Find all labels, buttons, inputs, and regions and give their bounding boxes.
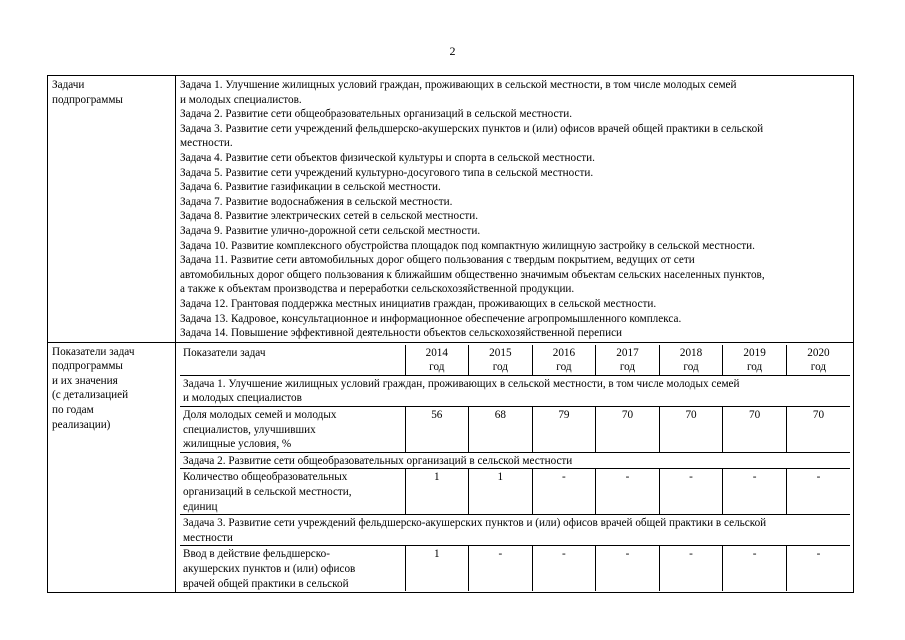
tasks-row [48, 76, 854, 343]
group-task-line: местности [183, 531, 233, 544]
group-task-row [180, 375, 850, 406]
task-10: Задача 10. Развитие комплексного обустройства площадок под компактную жилищную застройку в сельской местности. [180, 239, 755, 252]
tasks-label-line: подпрограммы [52, 93, 123, 106]
year-header-2018 [659, 345, 723, 376]
indicators-header-row [180, 345, 850, 376]
year-header-2019 [723, 345, 787, 376]
task-7: Задача 7. Развитие водоснабжения в сельской местности. [180, 195, 453, 208]
tasks-label-line: Задачи [52, 79, 85, 91]
page-number: 2 [449, 44, 456, 58]
indicator-value: - [786, 546, 850, 591]
indicator-name-line: Количество общеобразовательных [183, 471, 348, 484]
year-suffix: год [619, 361, 636, 374]
indicators-label-line: Показатели задач [52, 345, 135, 358]
year-header-2015 [469, 345, 533, 376]
indicators-header-label: Показатели задач [180, 345, 405, 376]
indicator-value: - [532, 546, 596, 591]
indicator-name-line: врачей общей практики в сельской [183, 577, 349, 590]
task-1-cont: и молодых специалистов. [180, 93, 302, 106]
indicator-value: 1 [405, 469, 469, 515]
task-1: Задача 1. Улучшение жилищных условий граждан, проживающих в сельской местности, в том числе молодых семей [180, 79, 737, 91]
indicator-name-line: организаций в сельской местности, [183, 486, 352, 499]
indicators-row [48, 342, 854, 593]
indicator-value: 1 [469, 469, 533, 515]
year-suffix: год [683, 361, 699, 374]
year-suffix: год [556, 361, 572, 374]
group-task-line: Задача 2. Развитие сети общеобразовательных организаций в сельской местности [183, 454, 573, 467]
indicator-name [180, 546, 405, 591]
year-number: 2019 [743, 346, 766, 359]
group-task-line: и молодых специалистов [183, 392, 302, 405]
task-12: Задача 12. Грантовая поддержка местных инициатив граждан, проживающих в сельской местности. [180, 297, 657, 310]
indicator-name [180, 469, 405, 515]
indicators-table [180, 345, 850, 592]
indicator-value: 70 [786, 407, 850, 453]
indicator-name-line: акушерских пунктов и (или) офисов [183, 563, 356, 575]
task-9: Задача 9. Развитие улично-дорожной сети сельской местности. [180, 224, 481, 237]
indicator-value: 70 [596, 407, 660, 453]
year-number: 2020 [807, 346, 830, 359]
task-3: Задача 3. Развитие сети учреждений фельдшерско-акушерских пунктов и (или) офисов врачей общей практики в сельской [180, 122, 764, 135]
indicator-value: - [659, 546, 723, 591]
indicators-label-line: и их значения [52, 374, 118, 387]
year-suffix: год [746, 361, 763, 374]
indicators-label-line: реализации) [52, 418, 111, 431]
task-13: Задача 13. Кадровое, консультационное и информационное обеспечение агропромышленного комплекса. [180, 312, 682, 325]
indicator-value: - [469, 546, 533, 591]
indicator-value: 1 [405, 546, 469, 591]
indicator-value: - [596, 546, 660, 591]
group-task-line: Задача 3. Развитие сети учреждений фельдшерско-акушерских пунктов и (или) офисов врачей общей практики в сельской [183, 517, 767, 530]
year-number: 2016 [552, 346, 576, 359]
group-task-row [180, 452, 850, 469]
indicator-value: - [659, 469, 723, 515]
group-task-1 [180, 375, 850, 406]
indicator-value: - [532, 469, 596, 515]
task-4: Задача 4. Развитие сети объектов физической культуры и спорта в сельской местности. [180, 151, 595, 164]
year-number: 2015 [489, 346, 512, 359]
indicator-name-line: Ввод в действие фельдшерско- [183, 548, 330, 561]
task-11-cont: автомобильных дорог общего пользования к ближайшим общественно значимым объектам сельских населенных пунктов, [180, 268, 765, 281]
indicator-value: - [723, 546, 787, 591]
task-11: Задача 11. Развитие сети автомобильных дорог общего пользования с твердым покрытием, ведущих от сети [180, 254, 695, 267]
group-task-2 [180, 452, 850, 469]
year-suffix: год [810, 361, 827, 374]
year-header-2020 [786, 345, 850, 376]
year-number: 2018 [679, 346, 703, 359]
indicator-row [180, 469, 850, 515]
year-header-2014 [405, 345, 469, 376]
group-task-line: Задача 1. Улучшение жилищных условий граждан, проживающих в сельской местности, в том числе молодых семей [183, 377, 740, 390]
indicators-label-line: подпрограммы [52, 360, 123, 373]
task-6: Задача 6. Развитие газификации в сельской местности. [180, 181, 441, 194]
task-5: Задача 5. Развитие сети учреждений культурно-досугового типа в сельской местности. [180, 166, 594, 179]
indicator-value: 56 [405, 407, 469, 453]
indicator-row [180, 546, 850, 591]
year-header-2017 [596, 345, 660, 376]
indicator-name-line: единиц [183, 500, 218, 513]
indicators-label [48, 342, 176, 593]
task-14: Задача 14. Повышение эффективной деятельности объектов сельскохозяйственной переписи [180, 327, 623, 340]
subprogram-table [47, 75, 854, 593]
tasks-label [48, 76, 176, 343]
indicator-value: 70 [723, 407, 787, 453]
year-suffix: год [429, 361, 445, 374]
task-11-cont: а также к объектам производства и переработки сельскохозяйственной продукции. [180, 283, 575, 296]
indicator-value: 79 [532, 407, 596, 453]
indicator-row [180, 407, 850, 453]
indicator-value: 68 [469, 407, 533, 453]
indicator-name-line: специалистов, улучшивших [183, 423, 316, 436]
indicator-name-line: жилищные условия, % [183, 438, 292, 451]
indicator-value: - [786, 469, 850, 515]
indicators-label-line: по годам [52, 404, 94, 417]
tasks-list [176, 76, 854, 343]
year-number: 2017 [616, 346, 639, 359]
group-task-3 [180, 515, 850, 546]
indicator-value: 70 [659, 407, 723, 453]
indicator-name-line: Доля молодых семей и молодых [183, 409, 337, 422]
year-number: 2014 [425, 346, 448, 359]
indicator-value: - [596, 469, 660, 515]
task-3-cont: местности. [180, 137, 233, 150]
year-suffix: год [492, 361, 508, 374]
indicators-content [176, 342, 854, 593]
indicators-label-line: (с детализацией [52, 389, 129, 402]
indicator-value: - [723, 469, 787, 515]
group-task-row [180, 515, 850, 546]
task-8: Задача 8. Развитие электрических сетей в сельской местности. [180, 210, 478, 223]
year-header-2016 [532, 345, 596, 376]
indicator-name [180, 407, 405, 453]
task-2: Задача 2. Развитие сети общеобразовательных организаций в сельской местности. [180, 108, 573, 121]
